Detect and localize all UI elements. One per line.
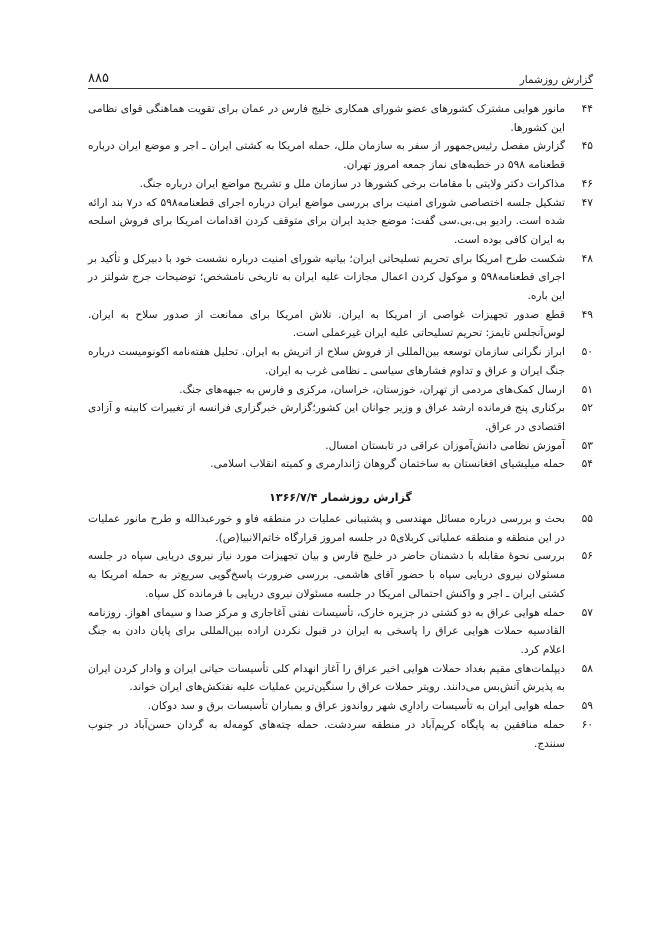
item-number: ۵۳ — [581, 439, 593, 452]
list-item — [88, 660, 593, 697]
list-item — [88, 510, 593, 547]
item-text: حمله منافقین به پایگاه کریم‌آباد در منطقه سردشت. حمله چته‌های کومه‌له به گردان حسن‌آباد در جنوب سنندج. — [88, 718, 565, 750]
section-heading: گزارش روزشمار ۱۳۶۶/۷/۴ — [269, 491, 412, 505]
item-text: تشکیل جلسه اختصاصی شورای امنیت برای بررسی مواضع ایران درباره اجرای قطعنامه۵۹۸ که در۷ بند ارائه شده است. رادیو بی.بی.سی گفت: موضع جدید ایران برای متوقف کردن اقدامات امریکا برای فروش اسلحه به ایران کافی بوده است. — [88, 196, 565, 246]
item-text: قطع صدور تجهیزات غواصی از امریکا به ایران. تلاش امریکا برای ممانعت از صدور سلاح به ایران. لوس‌آنجلس تایمز: تحریم تسلیحاتی علیه ایران غیرعملی است. — [88, 308, 565, 340]
item-text: مذاکرات دکتر ولایتی با مقامات برخی کشورها در سازمان ملل و تشریح مواضع ایران درباره جنگ. — [139, 177, 565, 190]
item-number: ۵۰ — [581, 346, 593, 359]
report-list-2 — [88, 510, 593, 753]
list-item — [88, 306, 593, 343]
item-number: ۵۲ — [581, 402, 593, 415]
list-item — [88, 455, 593, 474]
item-text: بررسی نحوهٔ مقابله با دشمنان حاضر در خلیج فارس و بیان تجهیزات مورد نیاز نیروی دریایی سپاه در جلسه مسئولان نیروی دریایی سپاه با حضور آقای هاشمی. بررسی ضرورت پاسخ‌گویی سریع‌تر به حمله امریکا به کشتی ایران ـ اجر و واکنش احتمالی امریکا در جلسه مسئولان نیروی دریایی با فرمانده کل سپاه. — [88, 550, 565, 600]
list-item — [88, 100, 593, 137]
item-number: ۵۱ — [581, 383, 593, 396]
item-text: ابراز نگرانی سازمان توسعه بین‌المللی از فروش سلاح از اتریش به ایران. تحلیل هفته‌نامه اکونومیست درباره جنگ ایران و عراق و تداوم فشارهای سیاسی ـ نظامی غرب به ایران. — [88, 346, 565, 377]
page-number: ۸۸۵ — [88, 71, 109, 86]
page-header — [88, 66, 593, 89]
item-number: ۴۹ — [581, 308, 593, 321]
item-text: برکناری پنج فرمانده ارشد عراق و وزیر جوانان این کشور؛گزارش خبرگزاری فرانسه از تغییرات کابینه و آزادی اقتصادی در عراق. — [88, 402, 565, 433]
list-item — [88, 137, 593, 174]
item-text: مانور هوایی مشترک کشورهای عضو شورای همکاری خلیج فارس در عمان برای تقویت هماهنگی قوای نظامی این کشورها. — [88, 103, 565, 134]
item-number: ۵۹ — [581, 700, 593, 713]
list-item — [88, 399, 593, 436]
item-text: حمله هوایی عراق به دو کشتی در جزیره خارک، تأسیسات نفتی آغاجاری و مرکز صدا و سیمای اهواز. روزنامه القادسیه حملات هوایی عراق را پاسخی به ایران در قبول نکردن اراده بین‌المللی برای پایان دادن به جنگ اعلام کرد. — [88, 606, 565, 656]
document-page — [88, 66, 593, 753]
list-item — [88, 604, 593, 660]
list-item — [88, 437, 593, 456]
item-text: دیپلمات‌های مقیم بغداد حملات هوایی اخیر عراق را آغاز انهدام کلی تأسیسات حیاتی ایران و وادار کردن ایران به پذیرش آتش‌بس می‌دانند. رویتر حملات عراق را سنگین‌ترین عملیات علیه نفتکش‌های ایران خواند. — [88, 662, 565, 694]
list-item — [88, 716, 593, 753]
item-number: ۵۸ — [581, 662, 593, 675]
item-text: ارسال کمک‌های مردمی از تهران، خوزستان، خراسان، مرکزی و فارس به جبهه‌های جنگ. — [179, 383, 565, 396]
item-number: ۴۴ — [581, 103, 593, 115]
list-item — [88, 194, 593, 250]
list-item — [88, 547, 593, 603]
list-item — [88, 175, 593, 194]
item-text: بحث و بررسی درباره مسائل مهندسی و پشتیبانی عملیات در منطقه فاو و خورعبدالله و طرح مانور عملیات در این منطقه و منطقه عملیاتی کربلای۵ در جلسه امروز قرارگاه خاتم‌الانبیا(ص). — [88, 513, 565, 544]
item-text: حمله هوایی ایران به تأسیسات رادارِی شهر رواندوز عراق و بمباران تأسیسات برق و سد دوکان. — [147, 700, 565, 713]
list-item — [88, 381, 593, 400]
item-number: ۴۷ — [581, 196, 593, 209]
item-text: حمله میلیشیای افغانستان به ساختمان گروهان ژاندارمری و کمیته انقلاب اسلامی. — [210, 458, 565, 471]
report-list-1 — [88, 100, 593, 474]
list-item — [88, 343, 593, 380]
item-number: ۴۵ — [581, 140, 593, 153]
item-number: ۴۸ — [581, 252, 593, 265]
item-text: گزارش مفصل رئیس‌جمهور از سفر به سازمان ملل، حمله امریکا به کشتی ایران ـ اجر و موضع ایران درباره قطعنامه ۵۹۸ در خطبه‌های نماز جمعه امروز تهران. — [88, 140, 565, 172]
list-item — [88, 697, 593, 716]
item-number: ۵۴ — [581, 458, 593, 471]
running-title: گزارش روزشمار — [519, 74, 593, 86]
item-text: آموزش نظامی دانش‌آموزان عراقی در تابستان امسال. — [325, 439, 565, 452]
list-item — [88, 250, 593, 306]
item-number: ۵۶ — [581, 550, 593, 563]
item-number: ۶۰ — [581, 718, 593, 731]
item-number: ۵۵ — [581, 513, 593, 526]
item-text: شکست طرح امریکا برای تحریم تسلیحاتی ایران؛ بیانیه شورای امنیت درباره نشست خود با دبیرکل و تأکید بر اجرای قطعنامه۵۹۸ و موکول کردن اعمال مجازات علیه ایران به تاریخی نامشخص؛ توضیحات جرج شولتز در این باره. — [88, 252, 565, 303]
item-number: ۵۷ — [581, 606, 593, 619]
item-number: ۴۶ — [581, 177, 593, 190]
